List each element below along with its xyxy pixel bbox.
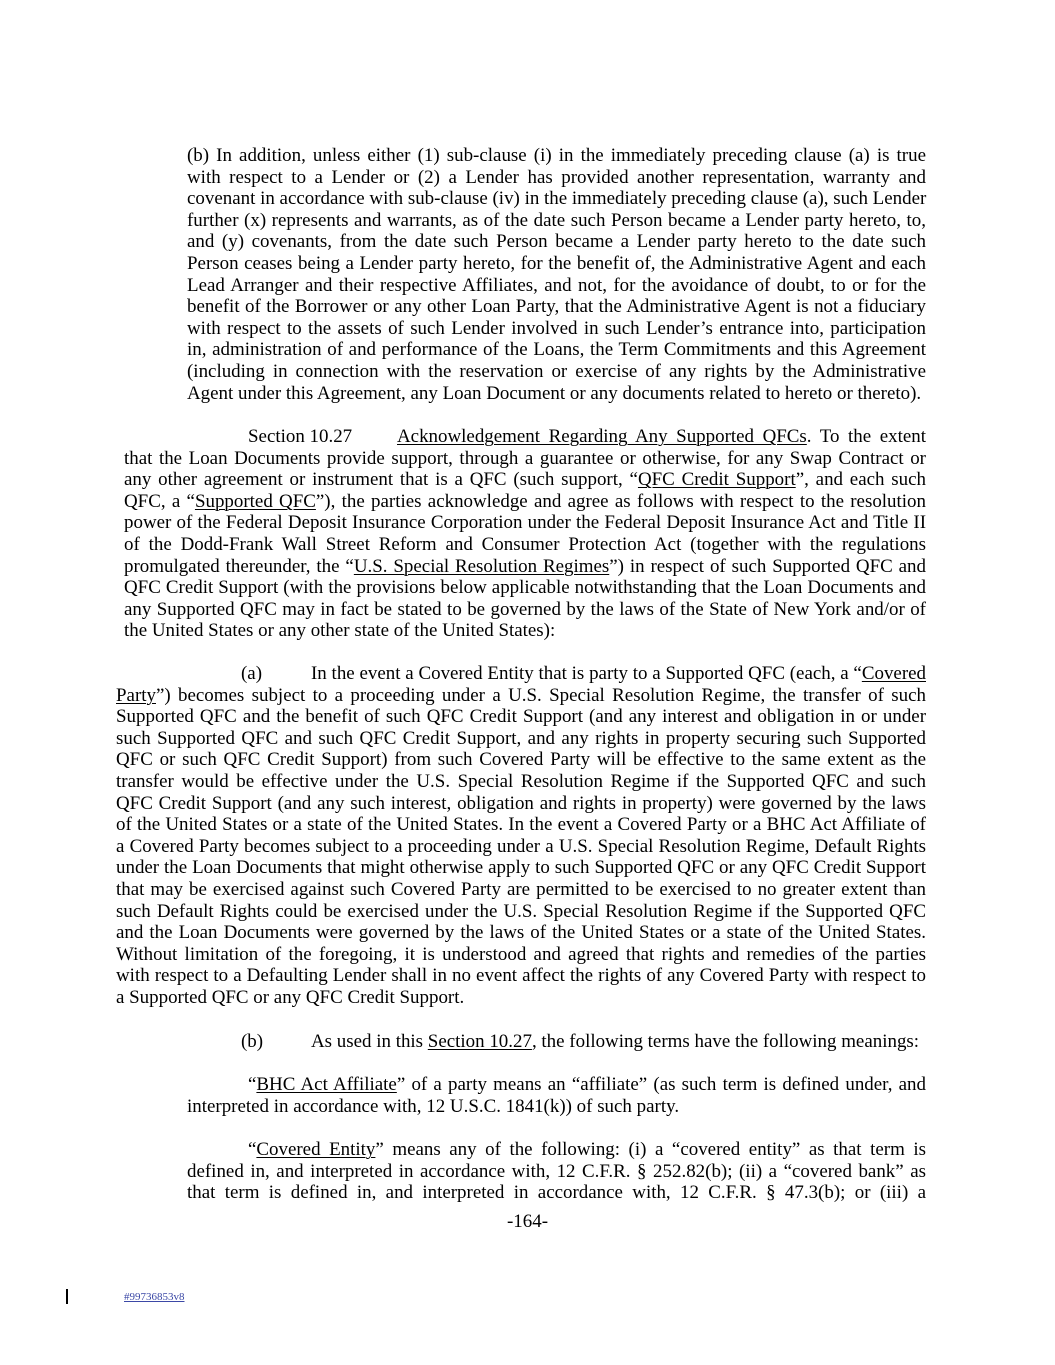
text-run: (b) In addition, unless either (1) sub-clause (i) in the immediately preceding clause (a) is true: [187, 145, 926, 166]
text-line-5: [187, 231, 926, 253]
text-run: with respect to a Defaulting Lender shall in no event affect the rights of any Covered Party with respect to: [116, 965, 926, 987]
text-run: “: [248, 1139, 257, 1160]
text-line-9: [116, 836, 926, 858]
revision-change-bar: [66, 1289, 68, 1304]
text-line-8: [124, 577, 926, 599]
text-run: ”, and each such: [795, 469, 927, 491]
text-run: of the Dodd-Frank Wall Street Reform and Consumer Protection Act (together with the regulations: [124, 533, 926, 555]
clause-a-covered-party-paragraph: [116, 663, 926, 1009]
defined-term: Section 10.27: [427, 1031, 532, 1052]
text-run: Without limitation of the foregoing, it is understood and agreed that rights and remedies of the parties: [116, 943, 926, 965]
text-line-11: [116, 879, 926, 901]
text-run: Agent under this Agreement, any Loan Document or any documents related to hereto or thereto).: [187, 382, 922, 404]
text-line-1: [187, 145, 926, 167]
defined-term: BHC Act Affiliate: [256, 1074, 397, 1095]
definition-bhc-act-affiliate: [187, 1074, 926, 1117]
text-line-9: [187, 318, 926, 340]
text-run: QFC or such QFC Credit Support) from such Covered Party will be effective to the same extent as the: [116, 749, 926, 771]
text-run: in, administration of and performance of the Loans, the Term Commitments and this Agreement: [187, 339, 926, 361]
text-run: that term is defined in, and interpreted in accordance with, 12 C.F.R. § 47.3(b); or (iii) a: [187, 1182, 926, 1204]
clause-b-definitions-intro: [116, 1031, 926, 1053]
text-run: the United States or any other state of the United States):: [124, 620, 556, 642]
clause-label: Section 10.27: [248, 426, 353, 447]
text-line-1: [124, 426, 926, 448]
text-run: ”), the parties acknowledge and agree as follows with respect to the resolution: [315, 490, 926, 512]
text-run: a Covered Party becomes subject to a proceeding under a U.S. Special Resolution Regime, Default Rights: [116, 835, 926, 857]
definition-covered-entity: [187, 1139, 926, 1204]
text-line-9: [124, 599, 926, 621]
text-run: , the following terms have the following meanings:: [531, 1031, 920, 1052]
text-line-11: [187, 361, 926, 383]
text-run: Person ceases being a Lender party hereto, for the benefit of, the Administrative Agent and each: [187, 252, 926, 274]
text-run: any other agreement or instrument that is a QFC (such support, “: [124, 469, 638, 491]
clause-b-fiduciary-paragraph: [187, 145, 926, 404]
document-id: #99736853v8: [124, 1291, 185, 1303]
section-10-27-paragraph: [124, 426, 926, 642]
text-line-13: [116, 922, 926, 944]
text-line-7: [124, 556, 926, 578]
text-run: covenant in accordance with sub-clause (iv) in the immediately preceding clause (a), such Lender: [187, 188, 927, 210]
text-line-10: [116, 857, 926, 879]
text-line-2: [124, 448, 926, 470]
text-run: under the Loan Documents that might otherwise apply to such Supported QFC or any QFC Credit Support: [116, 857, 926, 879]
text-run: of the United States or a state of the United States. In the event a Covered Party or a BHC Act Affiliate of: [116, 814, 926, 836]
text-line-1: [116, 663, 926, 685]
text-run: Supported QFC and the benefit of such QFC Credit Support (and any interest and obligation in or under: [116, 706, 926, 728]
text-line-10: [124, 620, 926, 642]
text-line-6: [187, 253, 926, 275]
text-run: any Supported QFC may in fact be stated to be governed by the laws of the State of New York and/or of: [124, 598, 926, 620]
text-line-14: [116, 944, 926, 966]
text-run: with respect to a Lender or (2) a Lender has provided another representation, warranty and: [187, 166, 926, 188]
text-run: QFC, a “: [124, 490, 195, 512]
text-run: (including in connection with the reservation or exercise of any rights by the Administrative: [187, 360, 926, 382]
text-run: QFC Credit Support (with the provisions below applicable notwithstanding that the Loan Documents and: [124, 577, 926, 599]
defined-term: Party: [116, 684, 156, 706]
text-line-2: [187, 1161, 926, 1183]
text-run: ”) becomes subject to a proceeding under a U.S. Special Resolution Regime, the transfer of such: [155, 684, 926, 706]
defined-term: U.S. Special Resolution Regimes: [353, 555, 610, 577]
text-run: further (x) represents and warrants, as of the date such Person became a Lender party hereto, to,: [187, 209, 926, 231]
text-line-8: [116, 814, 926, 836]
text-run: such Default Rights could be exercised under the U.S. Special Resolution Regime if the Supported QFC: [116, 900, 926, 922]
defined-term: QFC Credit Support: [637, 469, 796, 491]
text-run: transfer would be effective under the U.S. Special Resolution Regime if the Supported QFC and such: [116, 770, 926, 792]
text-run: a Supported QFC or any QFC Credit Support.: [116, 986, 465, 1008]
text-run: and the Loan Documents were governed by the laws of the United States or a state of the United States.: [116, 922, 926, 944]
text-line-15: [116, 965, 926, 987]
text-line-3: [124, 469, 926, 491]
text-line-4: [187, 210, 926, 232]
text-line-4: [116, 728, 926, 750]
text-line-3: [187, 1182, 926, 1204]
text-line-2: [187, 1096, 926, 1118]
text-run: . To the extent: [806, 426, 926, 447]
text-run: interpreted in accordance with, 12 U.S.C. 1841(k)) of such party.: [187, 1095, 680, 1117]
defined-term: Covered: [861, 663, 926, 684]
text-run: ” means any of the following: (i) a “covered entity” as that term is: [375, 1139, 926, 1160]
text-line-2: [187, 167, 926, 189]
text-run: with respect to the assets of such Lender involved in such Lender’s entrance into, participation: [187, 317, 926, 339]
text-run: that may be exercised against such Covered Party are permitted to be exercised to no greater extent than: [116, 878, 926, 900]
text-line-8: [187, 296, 926, 318]
text-run: and (y) covenants, from the date such Person became a Lender party hereto to the date such: [187, 231, 926, 253]
page-number: -164-: [506, 1211, 549, 1232]
text-line-4: [124, 491, 926, 513]
defined-term: Covered Entity: [256, 1139, 376, 1160]
text-run: ” of a party means an “affiliate” (as such term is defined under, and: [396, 1074, 926, 1095]
text-line-1: [187, 1074, 926, 1096]
text-line-5: [116, 749, 926, 771]
text-line-2: [116, 685, 926, 707]
clause-label: (b): [241, 1031, 264, 1052]
text-line-7: [116, 793, 926, 815]
text-run: such Supported QFC and such QFC Credit Support, and any rights in property securing such Supported: [116, 727, 926, 749]
text-run: promulgated thereunder, the “: [124, 555, 354, 577]
text-line-3: [187, 188, 926, 210]
text-run: “: [248, 1074, 257, 1095]
text-line-16: [116, 987, 926, 1009]
text-run: As used in this: [311, 1031, 428, 1052]
text-line-1: [116, 1031, 926, 1053]
text-run: that the Loan Documents provide support, through a guarantee or otherwise, for any Swap Contract or: [124, 447, 926, 469]
text-line-3: [116, 706, 926, 728]
text-line-5: [124, 512, 926, 534]
defined-term: Supported QFC: [194, 490, 316, 512]
text-line-1: [187, 1139, 926, 1161]
text-line-12: [187, 383, 926, 405]
text-run: power of the Federal Deposit Insurance Corporation under the Federal Deposit Insurance Act and Title II: [124, 512, 926, 534]
text-run: ”) in respect of such Supported QFC and: [609, 555, 926, 577]
text-run: defined in, and interpreted in accordance with, 12 C.F.R. § 252.82(b); (ii) a “covered bank” as: [187, 1160, 926, 1182]
text-run: QFC Credit Support (and any such interest, obligation and rights in property) were governed by the laws: [116, 792, 926, 814]
text-line-6: [116, 771, 926, 793]
clause-label: (a): [241, 663, 263, 684]
text-run: benefit of the Borrower or any other Loan Party, that the Administrative Agent is not a fiduciary: [187, 296, 926, 318]
text-line-6: [124, 534, 926, 556]
text-line-10: [187, 339, 926, 361]
text-line-12: [116, 901, 926, 923]
defined-term: Acknowledgement Regarding Any Supported QFCs: [397, 426, 807, 447]
text-line-7: [187, 275, 926, 297]
text-run: Lead Arranger and their respective Affiliates, and not, for the avoidance of doubt, to or for the: [187, 274, 926, 296]
text-run: In the event a Covered Entity that is party to a Supported QFC (each, a “: [311, 663, 862, 684]
